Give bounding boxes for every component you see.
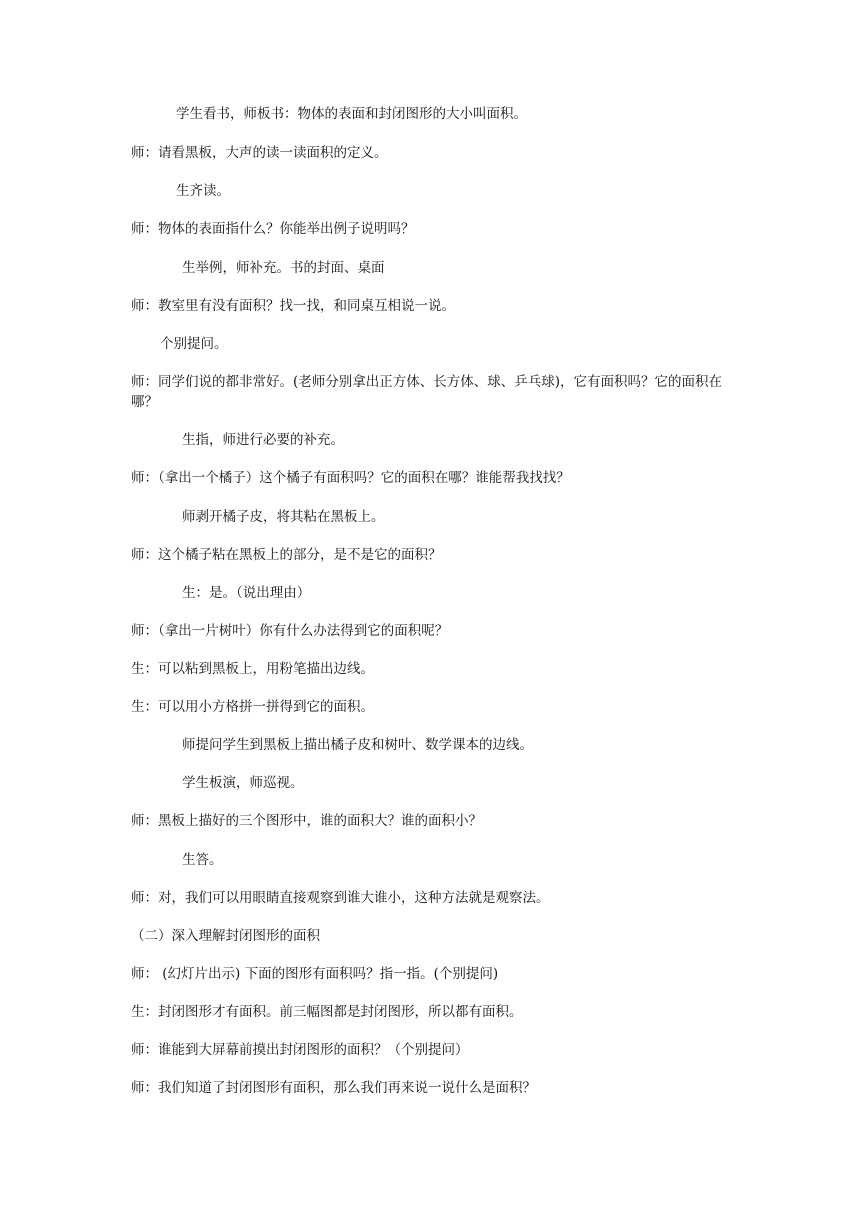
paragraph: 生举例，师补充。书的封面、桌面: [182, 260, 385, 276]
paragraph: 师剥开橘子皮，将其粘在黑板上。: [182, 509, 385, 525]
paragraph: 生齐读。: [176, 183, 230, 199]
paragraph: 师： (幻灯片出示) 下面的图形有面积吗？指一指。(个别提问): [131, 966, 499, 982]
paragraph: 生：可以粘到黑板上，用粉笔描出边线。: [131, 661, 374, 677]
paragraph: 生：可以用小方格拼一拼得到它的面积。: [131, 699, 374, 715]
paragraph: 师：教室里有没有面积？找一找，和同桌互相说一说。: [131, 298, 455, 314]
paragraph: 师：同学们说的都非常好。(老师分别拿出正方体、长方体、球、乒乓球)，它有面积吗？它的面积在哪？: [131, 374, 723, 410]
paragraph: 师：这个橘子粘在黑板上的部分，是不是它的面积？: [131, 547, 442, 563]
paragraph: 生：是。（说出理由）: [182, 585, 311, 601]
paragraph: 师：请看黑板，大声的读一读面积的定义。: [131, 145, 388, 161]
paragraph: 学生板演，师巡视。: [182, 775, 304, 791]
paragraph: 师：黑板上描好的三个图形中，谁的面积大？谁的面积小？: [131, 813, 482, 829]
paragraph: 学生看书，师板书：物体的表面和封闭图形的大小叫面积。: [176, 106, 527, 122]
paragraph: 师提问学生到黑板上描出橘子皮和树叶、数学课本的边线。: [182, 737, 533, 753]
section-heading: （二）深入理解封闭图形的面积: [131, 928, 320, 944]
paragraph: 生指，师进行必要的补充。: [182, 432, 344, 448]
paragraph: 师：（拿出一个橘子）这个橘子有面积吗？它的面积在哪？谁能帮我找找？: [131, 470, 570, 486]
paragraph: 师：对，我们可以用眼睛直接观察到谁大谁小，这种方法就是观察法。: [131, 890, 550, 906]
paragraph: 生：封闭图形才有面积。前三幅图都是封闭图形，所以都有面积。: [131, 1004, 523, 1020]
paragraph: 师：物体的表面指什么？你能举出例子说明吗？: [131, 221, 415, 237]
paragraph: 师：（拿出一片树叶）你有什么办法得到它的面积呢？: [131, 623, 449, 639]
paragraph: 生答。: [182, 852, 223, 868]
paragraph: 师：我们知道了封闭图形有面积，那么我们再来说一说什么是面积？: [131, 1080, 536, 1096]
paragraph: 个别提问。: [160, 336, 228, 352]
paragraph: 师：谁能到大屏幕前摸出封闭图形的面积？（个别提问）: [131, 1042, 469, 1058]
